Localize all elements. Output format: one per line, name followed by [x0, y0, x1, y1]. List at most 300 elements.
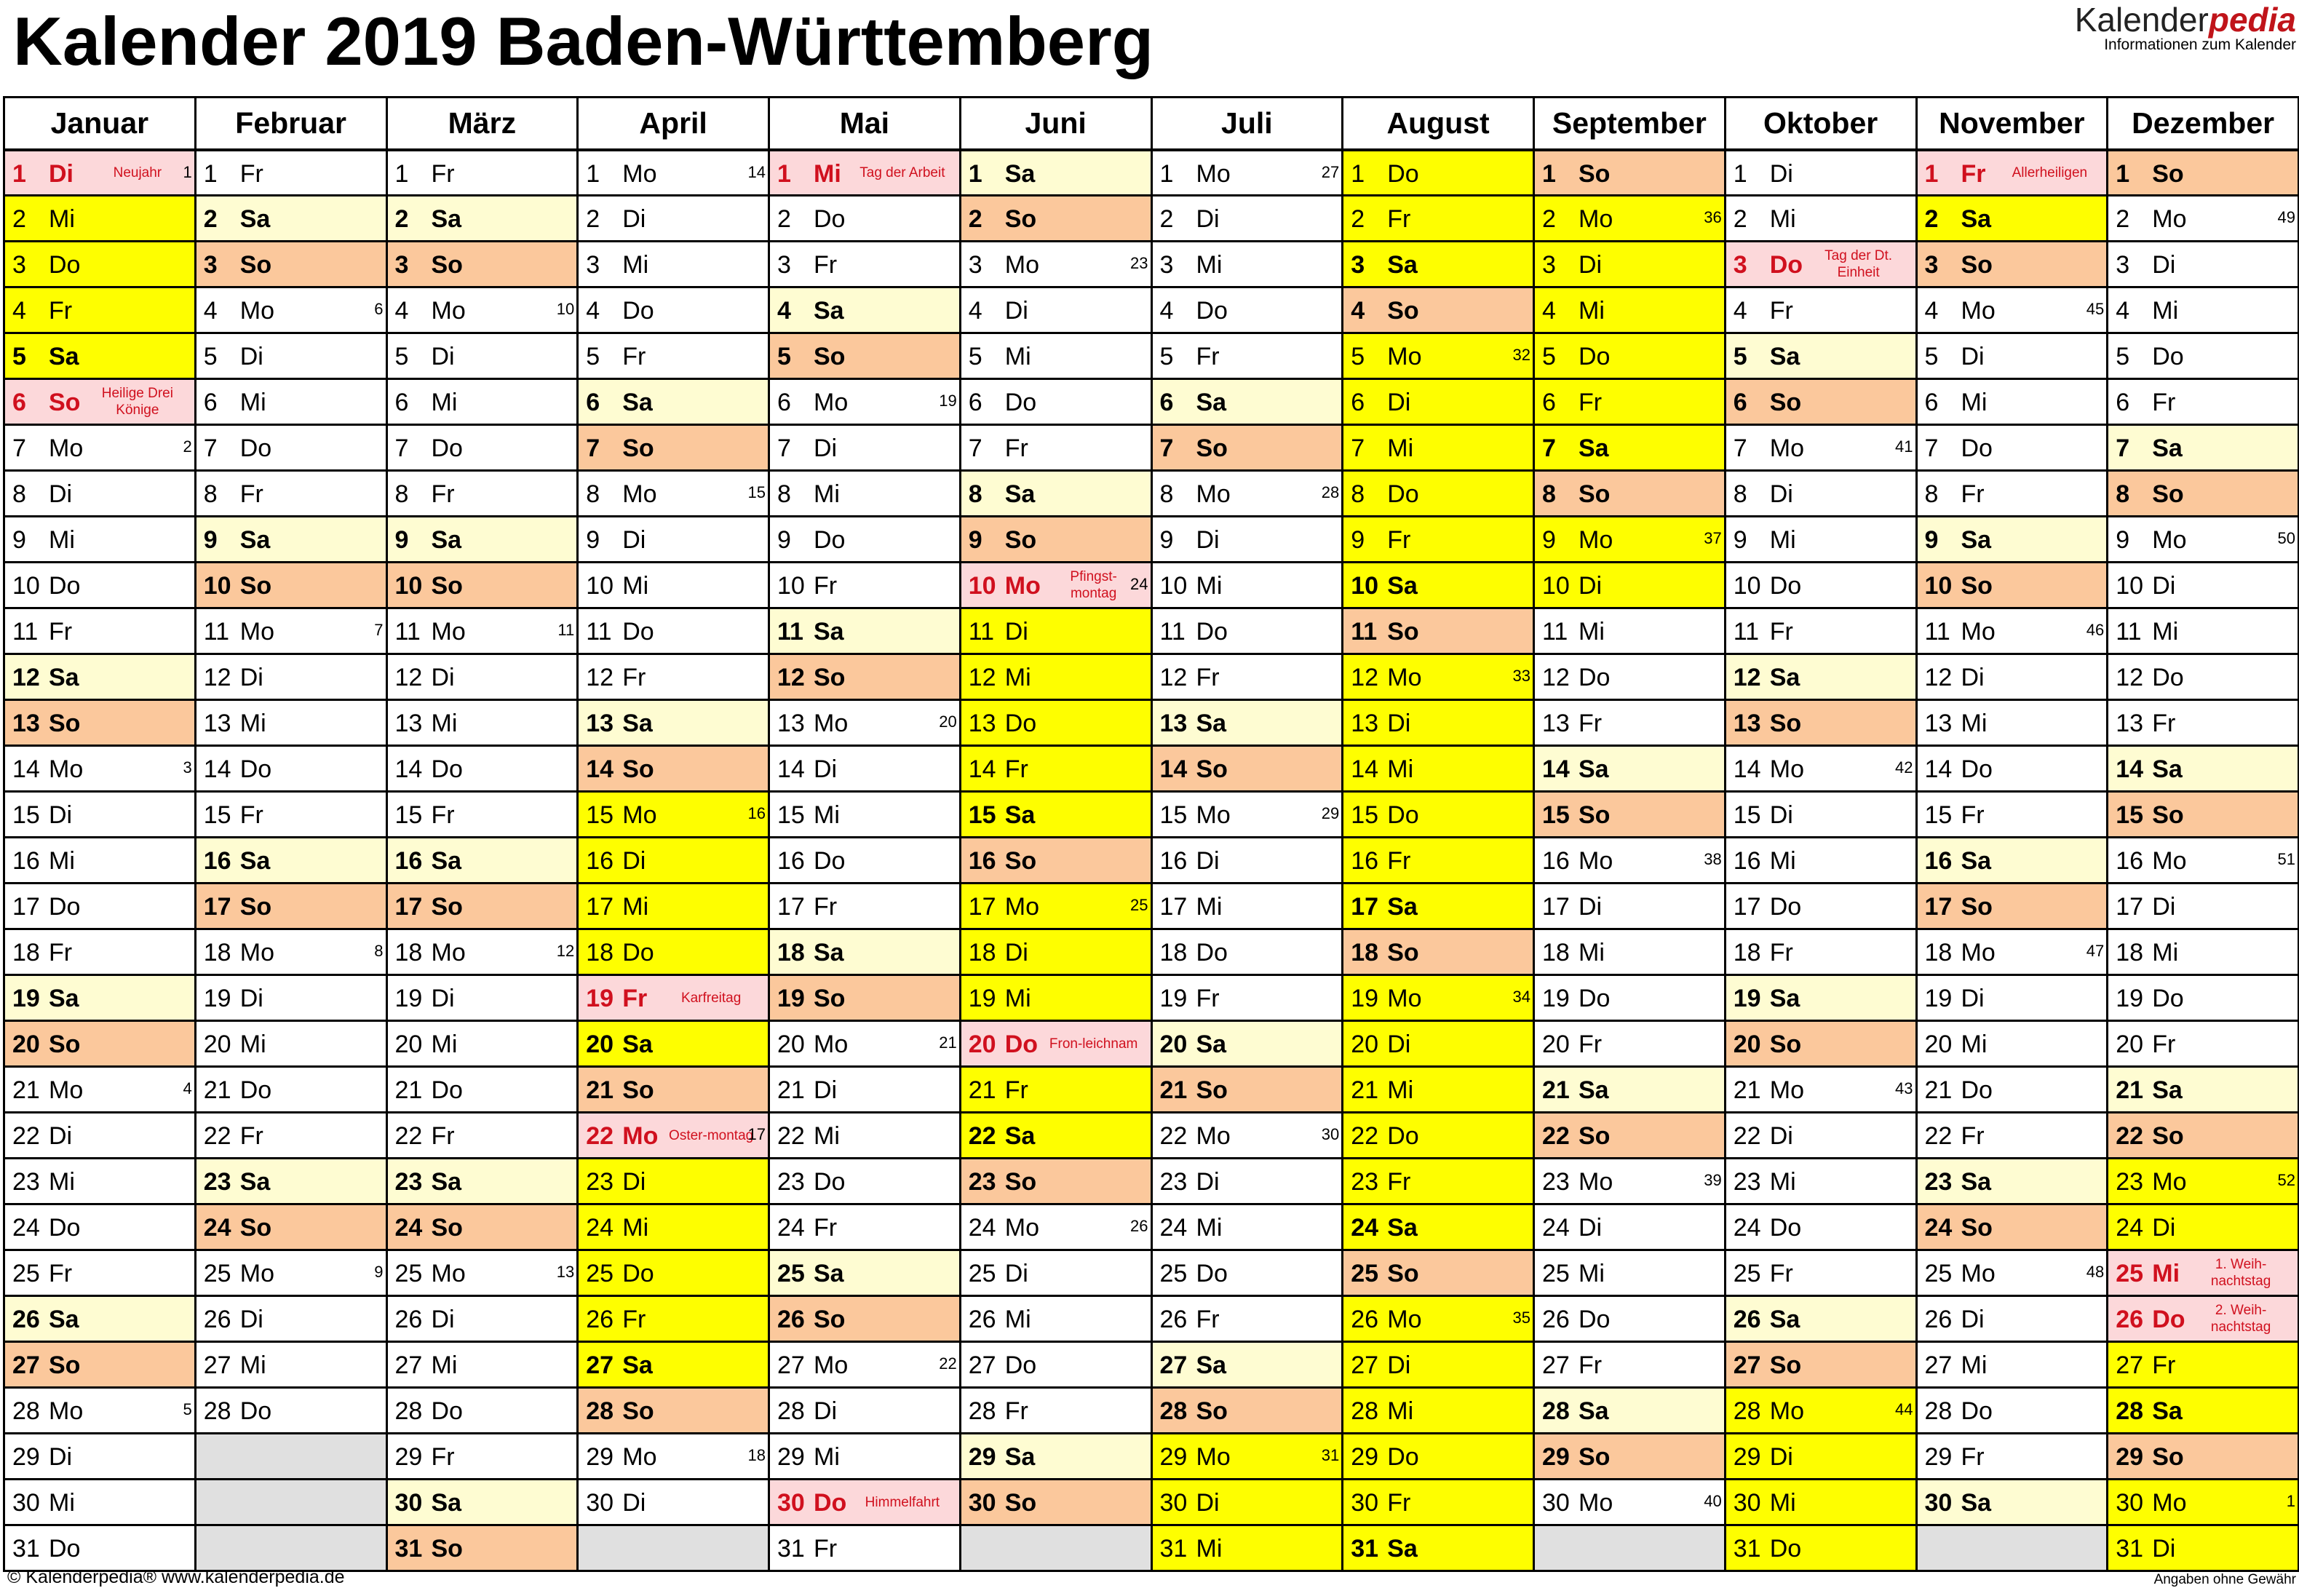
- day-cell[interactable]: [195, 1067, 386, 1113]
- day-cell[interactable]: [960, 792, 1151, 838]
- day-cell[interactable]: [578, 700, 769, 746]
- day-cell[interactable]: [1534, 608, 1726, 654]
- day-cell[interactable]: [195, 1342, 386, 1388]
- day-cell[interactable]: [1534, 425, 1726, 471]
- day-cell[interactable]: [386, 1159, 578, 1204]
- day-cell[interactable]: [1151, 1296, 1343, 1342]
- day-cell[interactable]: [960, 333, 1151, 379]
- day-cell[interactable]: [1725, 150, 1916, 196]
- day-cell[interactable]: [1725, 1113, 1916, 1159]
- day-cell[interactable]: [195, 517, 386, 563]
- day-cell[interactable]: [195, 471, 386, 517]
- day-cell[interactable]: [1725, 975, 1916, 1021]
- day-cell[interactable]: [195, 1113, 386, 1159]
- day-cell[interactable]: [1534, 1204, 1726, 1250]
- day-cell[interactable]: [1534, 287, 1726, 333]
- day-cell[interactable]: [2108, 425, 2299, 471]
- day-cell[interactable]: [1151, 242, 1343, 287]
- day-cell[interactable]: [195, 1388, 386, 1434]
- day-cell[interactable]: [386, 746, 578, 792]
- day-cell[interactable]: [386, 1204, 578, 1250]
- day-cell[interactable]: [1916, 975, 2108, 1021]
- day-cell[interactable]: [1916, 746, 2108, 792]
- day-cell[interactable]: [1534, 1021, 1726, 1067]
- day-cell[interactable]: [1343, 379, 1534, 425]
- day-cell[interactable]: [386, 333, 578, 379]
- day-cell[interactable]: [1151, 333, 1343, 379]
- day-cell[interactable]: [769, 1388, 961, 1434]
- day-cell[interactable]: [386, 975, 578, 1021]
- day-cell[interactable]: [960, 1342, 1151, 1388]
- day-cell[interactable]: [1151, 1480, 1343, 1525]
- day-cell[interactable]: [2108, 792, 2299, 838]
- day-cell[interactable]: [769, 654, 961, 700]
- holiday-cell[interactable]: [769, 1480, 961, 1525]
- day-cell[interactable]: [4, 1434, 196, 1480]
- day-cell[interactable]: [769, 287, 961, 333]
- day-cell[interactable]: [960, 287, 1151, 333]
- day-cell[interactable]: [1916, 196, 2108, 242]
- day-cell[interactable]: [386, 1296, 578, 1342]
- day-cell[interactable]: [4, 563, 196, 608]
- day-cell[interactable]: [2108, 1388, 2299, 1434]
- day-cell[interactable]: [578, 471, 769, 517]
- day-cell[interactable]: [4, 1525, 196, 1571]
- day-cell[interactable]: [1343, 746, 1534, 792]
- day-cell[interactable]: [1916, 1159, 2108, 1204]
- day-cell[interactable]: [1151, 884, 1343, 929]
- day-cell[interactable]: [1725, 792, 1916, 838]
- day-cell[interactable]: [1151, 1204, 1343, 1250]
- day-cell[interactable]: [1534, 196, 1726, 242]
- day-cell[interactable]: [769, 1434, 961, 1480]
- day-cell[interactable]: [195, 196, 386, 242]
- day-cell[interactable]: [195, 563, 386, 608]
- day-cell[interactable]: [769, 1342, 961, 1388]
- holiday-cell[interactable]: [578, 975, 769, 1021]
- holiday-cell[interactable]: [578, 1113, 769, 1159]
- day-cell[interactable]: [1151, 196, 1343, 242]
- holiday-cell[interactable]: [769, 150, 961, 196]
- day-cell[interactable]: [1151, 1021, 1343, 1067]
- day-cell[interactable]: [1725, 1159, 1916, 1204]
- day-cell[interactable]: [1534, 379, 1726, 425]
- day-cell[interactable]: [1343, 884, 1534, 929]
- day-cell[interactable]: [578, 150, 769, 196]
- day-cell[interactable]: [386, 425, 578, 471]
- day-cell[interactable]: [1534, 929, 1726, 975]
- day-cell[interactable]: [960, 1388, 1151, 1434]
- day-cell[interactable]: [1151, 379, 1343, 425]
- day-cell[interactable]: [1725, 425, 1916, 471]
- day-cell[interactable]: [1534, 1067, 1726, 1113]
- day-cell[interactable]: [960, 379, 1151, 425]
- day-cell[interactable]: [1151, 1388, 1343, 1434]
- day-cell[interactable]: [2108, 150, 2299, 196]
- day-cell[interactable]: [1916, 1021, 2108, 1067]
- holiday-cell[interactable]: [960, 1021, 1151, 1067]
- day-cell[interactable]: [386, 287, 578, 333]
- day-cell[interactable]: [1343, 1067, 1534, 1113]
- day-cell[interactable]: [2108, 1113, 2299, 1159]
- day-cell[interactable]: [960, 1159, 1151, 1204]
- day-cell[interactable]: [578, 1342, 769, 1388]
- day-cell[interactable]: [1343, 150, 1534, 196]
- day-cell[interactable]: [769, 1021, 961, 1067]
- day-cell[interactable]: [1534, 333, 1726, 379]
- day-cell[interactable]: [1725, 1342, 1916, 1388]
- day-cell[interactable]: [2108, 1480, 2299, 1525]
- day-cell[interactable]: [1916, 608, 2108, 654]
- day-cell[interactable]: [386, 1525, 578, 1571]
- day-cell[interactable]: [769, 1525, 961, 1571]
- day-cell[interactable]: [960, 838, 1151, 884]
- day-cell[interactable]: [386, 1250, 578, 1296]
- day-cell[interactable]: [1151, 287, 1343, 333]
- day-cell[interactable]: [1916, 517, 2108, 563]
- day-cell[interactable]: [4, 1021, 196, 1067]
- day-cell[interactable]: [1151, 1113, 1343, 1159]
- day-cell[interactable]: [195, 746, 386, 792]
- day-cell[interactable]: [1151, 1525, 1343, 1571]
- day-cell[interactable]: [960, 884, 1151, 929]
- day-cell[interactable]: [1916, 287, 2108, 333]
- holiday-cell[interactable]: [960, 563, 1151, 608]
- day-cell[interactable]: [386, 838, 578, 884]
- day-cell[interactable]: [2108, 1434, 2299, 1480]
- day-cell[interactable]: [1725, 1434, 1916, 1480]
- day-cell[interactable]: [2108, 517, 2299, 563]
- day-cell[interactable]: [1343, 838, 1534, 884]
- day-cell[interactable]: [1343, 1021, 1534, 1067]
- day-cell[interactable]: [1151, 1342, 1343, 1388]
- day-cell[interactable]: [386, 608, 578, 654]
- day-cell[interactable]: [386, 654, 578, 700]
- day-cell[interactable]: [4, 1388, 196, 1434]
- day-cell[interactable]: [1916, 563, 2108, 608]
- day-cell[interactable]: [960, 196, 1151, 242]
- day-cell[interactable]: [2108, 333, 2299, 379]
- day-cell[interactable]: [1916, 1480, 2108, 1525]
- day-cell[interactable]: [1343, 700, 1534, 746]
- day-cell[interactable]: [1725, 379, 1916, 425]
- day-cell[interactable]: [195, 700, 386, 746]
- day-cell[interactable]: [4, 700, 196, 746]
- day-cell[interactable]: [960, 654, 1151, 700]
- day-cell[interactable]: [386, 929, 578, 975]
- day-cell[interactable]: [386, 1388, 578, 1434]
- day-cell[interactable]: [578, 1296, 769, 1342]
- day-cell[interactable]: [769, 242, 961, 287]
- day-cell[interactable]: [386, 792, 578, 838]
- day-cell[interactable]: [769, 746, 961, 792]
- day-cell[interactable]: [1343, 1204, 1534, 1250]
- day-cell[interactable]: [578, 425, 769, 471]
- day-cell[interactable]: [578, 287, 769, 333]
- kalenderpedia-logo[interactable]: [2034, 3, 2296, 54]
- day-cell[interactable]: [769, 1067, 961, 1113]
- holiday-cell[interactable]: [2108, 1296, 2299, 1342]
- day-cell[interactable]: [1343, 425, 1534, 471]
- day-cell[interactable]: [2108, 654, 2299, 700]
- day-cell[interactable]: [195, 654, 386, 700]
- day-cell[interactable]: [195, 884, 386, 929]
- day-cell[interactable]: [769, 1159, 961, 1204]
- day-cell[interactable]: [1534, 654, 1726, 700]
- day-cell[interactable]: [1725, 884, 1916, 929]
- day-cell[interactable]: [1725, 654, 1916, 700]
- day-cell[interactable]: [769, 838, 961, 884]
- day-cell[interactable]: [195, 287, 386, 333]
- day-cell[interactable]: [195, 608, 386, 654]
- day-cell[interactable]: [1916, 1113, 2108, 1159]
- day-cell[interactable]: [769, 608, 961, 654]
- day-cell[interactable]: [2108, 196, 2299, 242]
- day-cell[interactable]: [1534, 746, 1726, 792]
- day-cell[interactable]: [960, 1204, 1151, 1250]
- day-cell[interactable]: [1151, 1250, 1343, 1296]
- day-cell[interactable]: [1534, 471, 1726, 517]
- footer-copyright[interactable]: © Kalenderpedia® www.kalenderpedia.de: [7, 1567, 345, 1587]
- day-cell[interactable]: [1725, 929, 1916, 975]
- day-cell[interactable]: [960, 517, 1151, 563]
- day-cell[interactable]: [769, 563, 961, 608]
- day-cell[interactable]: [4, 792, 196, 838]
- day-cell[interactable]: [769, 1113, 961, 1159]
- day-cell[interactable]: [4, 517, 196, 563]
- day-cell[interactable]: [195, 379, 386, 425]
- day-cell[interactable]: [1343, 287, 1534, 333]
- day-cell[interactable]: [195, 1296, 386, 1342]
- day-cell[interactable]: [1725, 1021, 1916, 1067]
- day-cell[interactable]: [1151, 929, 1343, 975]
- day-cell[interactable]: [4, 1067, 196, 1113]
- day-cell[interactable]: [1343, 654, 1534, 700]
- day-cell[interactable]: [578, 792, 769, 838]
- day-cell[interactable]: [578, 1204, 769, 1250]
- day-cell[interactable]: [4, 1159, 196, 1204]
- day-cell[interactable]: [2108, 746, 2299, 792]
- day-cell[interactable]: [1151, 792, 1343, 838]
- day-cell[interactable]: [2108, 242, 2299, 287]
- day-cell[interactable]: [578, 242, 769, 287]
- day-cell[interactable]: [386, 242, 578, 287]
- holiday-cell[interactable]: [1725, 242, 1916, 287]
- day-cell[interactable]: [1534, 1480, 1726, 1525]
- day-cell[interactable]: [4, 1296, 196, 1342]
- day-cell[interactable]: [1343, 1480, 1534, 1525]
- day-cell[interactable]: [1534, 792, 1726, 838]
- day-cell[interactable]: [1916, 838, 2108, 884]
- day-cell[interactable]: [4, 287, 196, 333]
- day-cell[interactable]: [1343, 1159, 1534, 1204]
- day-cell[interactable]: [1916, 1388, 2108, 1434]
- day-cell[interactable]: [1725, 838, 1916, 884]
- day-cell[interactable]: [1534, 563, 1726, 608]
- day-cell[interactable]: [1534, 150, 1726, 196]
- day-cell[interactable]: [2108, 471, 2299, 517]
- day-cell[interactable]: [386, 1021, 578, 1067]
- day-cell[interactable]: [769, 379, 961, 425]
- day-cell[interactable]: [2108, 379, 2299, 425]
- day-cell[interactable]: [1725, 608, 1916, 654]
- day-cell[interactable]: [1725, 287, 1916, 333]
- day-cell[interactable]: [2108, 884, 2299, 929]
- day-cell[interactable]: [769, 196, 961, 242]
- day-cell[interactable]: [1916, 1067, 2108, 1113]
- day-cell[interactable]: [4, 425, 196, 471]
- day-cell[interactable]: [1343, 242, 1534, 287]
- day-cell[interactable]: [1343, 608, 1534, 654]
- day-cell[interactable]: [1151, 838, 1343, 884]
- day-cell[interactable]: [4, 929, 196, 975]
- day-cell[interactable]: [4, 975, 196, 1021]
- day-cell[interactable]: [769, 975, 961, 1021]
- holiday-cell[interactable]: [4, 379, 196, 425]
- day-cell[interactable]: [195, 1021, 386, 1067]
- day-cell[interactable]: [1343, 1250, 1534, 1296]
- day-cell[interactable]: [1151, 1159, 1343, 1204]
- day-cell[interactable]: [2108, 563, 2299, 608]
- day-cell[interactable]: [1343, 1342, 1534, 1388]
- day-cell[interactable]: [1343, 333, 1534, 379]
- day-cell[interactable]: [960, 150, 1151, 196]
- day-cell[interactable]: [1534, 517, 1726, 563]
- day-cell[interactable]: [1916, 1296, 2108, 1342]
- day-cell[interactable]: [386, 884, 578, 929]
- day-cell[interactable]: [1725, 1250, 1916, 1296]
- day-cell[interactable]: [769, 333, 961, 379]
- day-cell[interactable]: [1534, 242, 1726, 287]
- day-cell[interactable]: [960, 929, 1151, 975]
- day-cell[interactable]: [578, 1434, 769, 1480]
- day-cell[interactable]: [578, 196, 769, 242]
- day-cell[interactable]: [960, 1067, 1151, 1113]
- day-cell[interactable]: [386, 563, 578, 608]
- day-cell[interactable]: [578, 654, 769, 700]
- day-cell[interactable]: [578, 929, 769, 975]
- day-cell[interactable]: [4, 1342, 196, 1388]
- day-cell[interactable]: [386, 379, 578, 425]
- day-cell[interactable]: [4, 1204, 196, 1250]
- day-cell[interactable]: [1343, 1434, 1534, 1480]
- day-cell[interactable]: [769, 884, 961, 929]
- day-cell[interactable]: [960, 1113, 1151, 1159]
- day-cell[interactable]: [195, 242, 386, 287]
- day-cell[interactable]: [578, 884, 769, 929]
- day-cell[interactable]: [386, 150, 578, 196]
- day-cell[interactable]: [4, 838, 196, 884]
- day-cell[interactable]: [578, 1388, 769, 1434]
- day-cell[interactable]: [1151, 517, 1343, 563]
- day-cell[interactable]: [578, 1021, 769, 1067]
- day-cell[interactable]: [1343, 975, 1534, 1021]
- day-cell[interactable]: [1916, 425, 2108, 471]
- day-cell[interactable]: [960, 242, 1151, 287]
- day-cell[interactable]: [386, 700, 578, 746]
- day-cell[interactable]: [1916, 379, 2108, 425]
- day-cell[interactable]: [1534, 1434, 1726, 1480]
- day-cell[interactable]: [960, 471, 1151, 517]
- day-cell[interactable]: [2108, 975, 2299, 1021]
- day-cell[interactable]: [578, 1067, 769, 1113]
- day-cell[interactable]: [1725, 1204, 1916, 1250]
- day-cell[interactable]: [1151, 975, 1343, 1021]
- day-cell[interactable]: [1916, 884, 2108, 929]
- day-cell[interactable]: [1151, 746, 1343, 792]
- day-cell[interactable]: [4, 746, 196, 792]
- day-cell[interactable]: [1151, 700, 1343, 746]
- day-cell[interactable]: [960, 425, 1151, 471]
- day-cell[interactable]: [2108, 1204, 2299, 1250]
- day-cell[interactable]: [2108, 1525, 2299, 1571]
- day-cell[interactable]: [1343, 1525, 1534, 1571]
- day-cell[interactable]: [1534, 1388, 1726, 1434]
- day-cell[interactable]: [1534, 1159, 1726, 1204]
- day-cell[interactable]: [1343, 563, 1534, 608]
- day-cell[interactable]: [1534, 1342, 1726, 1388]
- day-cell[interactable]: [4, 884, 196, 929]
- day-cell[interactable]: [769, 425, 961, 471]
- day-cell[interactable]: [960, 1480, 1151, 1525]
- day-cell[interactable]: [2108, 1021, 2299, 1067]
- holiday-cell[interactable]: [4, 150, 196, 196]
- day-cell[interactable]: [1151, 1434, 1343, 1480]
- day-cell[interactable]: [769, 700, 961, 746]
- day-cell[interactable]: [2108, 1159, 2299, 1204]
- day-cell[interactable]: [1916, 1434, 2108, 1480]
- day-cell[interactable]: [1725, 471, 1916, 517]
- day-cell[interactable]: [195, 1250, 386, 1296]
- day-cell[interactable]: [769, 1250, 961, 1296]
- day-cell[interactable]: [1725, 1525, 1916, 1571]
- day-cell[interactable]: [1916, 1204, 2108, 1250]
- day-cell[interactable]: [195, 838, 386, 884]
- day-cell[interactable]: [1343, 1388, 1534, 1434]
- holiday-cell[interactable]: [1916, 150, 2108, 196]
- day-cell[interactable]: [578, 333, 769, 379]
- day-cell[interactable]: [1534, 1296, 1726, 1342]
- day-cell[interactable]: [4, 1113, 196, 1159]
- day-cell[interactable]: [578, 1159, 769, 1204]
- day-cell[interactable]: [1343, 792, 1534, 838]
- day-cell[interactable]: [386, 517, 578, 563]
- day-cell[interactable]: [386, 196, 578, 242]
- day-cell[interactable]: [578, 563, 769, 608]
- day-cell[interactable]: [769, 929, 961, 975]
- day-cell[interactable]: [769, 517, 961, 563]
- day-cell[interactable]: [960, 1296, 1151, 1342]
- day-cell[interactable]: [1534, 1113, 1726, 1159]
- day-cell[interactable]: [195, 1159, 386, 1204]
- day-cell[interactable]: [1343, 471, 1534, 517]
- day-cell[interactable]: [195, 333, 386, 379]
- day-cell[interactable]: [195, 975, 386, 1021]
- day-cell[interactable]: [1343, 929, 1534, 975]
- day-cell[interactable]: [195, 150, 386, 196]
- day-cell[interactable]: [4, 1250, 196, 1296]
- day-cell[interactable]: [2108, 1342, 2299, 1388]
- day-cell[interactable]: [4, 1480, 196, 1525]
- day-cell[interactable]: [1151, 471, 1343, 517]
- day-cell[interactable]: [1534, 884, 1726, 929]
- day-cell[interactable]: [1151, 654, 1343, 700]
- day-cell[interactable]: [4, 196, 196, 242]
- day-cell[interactable]: [578, 608, 769, 654]
- day-cell[interactable]: [195, 929, 386, 975]
- day-cell[interactable]: [1151, 608, 1343, 654]
- day-cell[interactable]: [1151, 563, 1343, 608]
